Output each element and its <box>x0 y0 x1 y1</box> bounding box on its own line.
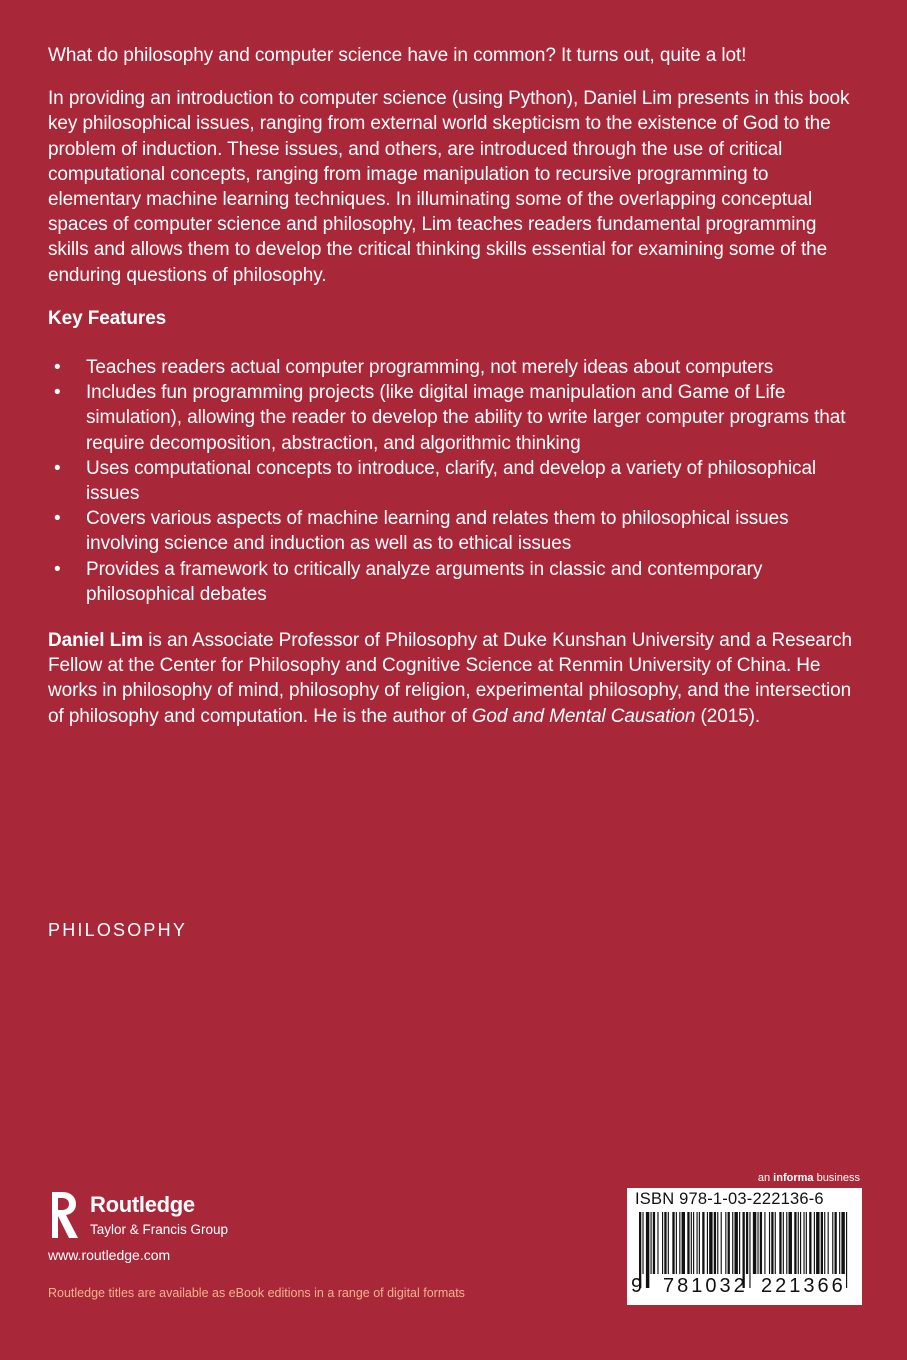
intro-question: What do philosophy and computer science have in common? It turns out, quite a lot! <box>48 45 747 66</box>
barcode-bar <box>728 1212 730 1274</box>
barcode-bar <box>835 1212 837 1274</box>
barcode-bar <box>800 1212 801 1274</box>
barcode-bar <box>753 1212 756 1274</box>
barcode-bar <box>691 1212 692 1274</box>
list-item <box>48 380 858 456</box>
list-item <box>48 506 858 556</box>
barcode-bar <box>714 1212 716 1274</box>
feature-text: Uses computational concepts to introduce, clarify, and develop a variety of philosophical issues <box>86 457 817 505</box>
barcode-digits <box>629 1273 859 1303</box>
barcode-bar <box>769 1212 770 1274</box>
barcode-digits-right: 221366 <box>761 1275 846 1297</box>
barcode-bar <box>816 1212 819 1274</box>
barcode-bar <box>798 1212 799 1274</box>
barcode-bar <box>779 1212 781 1274</box>
barcode-bar <box>839 1212 840 1274</box>
barcode-bar <box>760 1212 762 1274</box>
bullet-icon: • <box>54 382 61 404</box>
barcode-digits-left: 781032 <box>663 1275 748 1297</box>
bullet-icon: • <box>54 457 61 479</box>
barcode-bar <box>668 1212 669 1274</box>
author-bio <box>48 628 858 729</box>
barcode-bar <box>771 1212 773 1274</box>
barcode-bar <box>783 1212 784 1274</box>
barcode-bar <box>809 1212 811 1274</box>
bio-text: is an Associate Professor of Philosophy at Duke Kunshan University and a Research Fellow at the Center for Philosophy and Cognitive Science at Renmin University of China. He works in philosophy of mind, philosophy of religion, experimental philosophy, and the intersection of philosophy and computation. He is the author of <box>48 630 852 727</box>
informa-tagline: an informa business <box>757 1172 860 1184</box>
barcode-bar <box>803 1212 804 1274</box>
barcode-bar <box>814 1212 815 1274</box>
barcode-bar <box>687 1212 689 1274</box>
publisher-website[interactable]: www.routledge.com <box>48 1247 171 1263</box>
feature-text: Includes fun programming projects (like digital image manipulation and Game of Life simulation), allowing the reader to develop the ability to write larger computer programs that require decomposition, abstraction, and algorithmic thinking <box>86 382 846 454</box>
informa-brand: informa <box>773 1172 814 1184</box>
bullet-icon: • <box>54 558 61 580</box>
barcode-bar <box>824 1212 825 1274</box>
ebook-note: Routledge titles are available as eBook editions in a range of digital formats <box>48 1286 465 1300</box>
barcode-bar <box>664 1212 666 1274</box>
author-name: Daniel Lim <box>48 630 144 652</box>
book-title: God and Mental Causation <box>471 705 696 727</box>
barcode-bar <box>789 1212 792 1274</box>
barcode-bar <box>657 1212 658 1274</box>
barcode-bar <box>841 1212 844 1274</box>
intro-description: In providing an introduction to computer science (using Python), Daniel Lim presents in this book key philosophical issues, ranging from external world skepticism to the existence of God to the problem of induction. These issues, and others, are introduced through the use of critical computational concepts, ranging from image manipulation to recursive programming to elementary machine learning techniques. In illuminating some of the overlapping conceptual spaces of computer science and philosophy, Lim teaches readers fundamental programming skills and allows them to develop the critical thinking skills essential for examining some of the enduring questions of philosophy. <box>48 88 850 286</box>
barcode-bar <box>821 1212 823 1274</box>
publisher-name: Routledge <box>90 1192 195 1217</box>
barcode-bar <box>672 1212 674 1274</box>
barcode-bar <box>806 1212 807 1274</box>
barcode-bar <box>709 1212 712 1274</box>
isbn-label: ISBN 978-1-03-222136-6 <box>635 1190 824 1208</box>
bullet-icon: • <box>54 508 61 530</box>
barcode-bar <box>832 1212 833 1274</box>
list-item <box>48 557 858 607</box>
subject-category: PHILOSOPHY <box>48 920 188 940</box>
bullet-icon: • <box>54 357 61 379</box>
barcode-bar <box>721 1212 722 1274</box>
key-features-list <box>48 355 858 607</box>
barcode-bar <box>794 1212 796 1274</box>
back-cover-text <box>48 43 858 747</box>
barcode-bar <box>697 1212 698 1274</box>
bio-year: (2015). <box>695 705 761 727</box>
barcode-bar <box>717 1212 718 1274</box>
barcode-bar <box>757 1212 758 1274</box>
list-item <box>48 456 858 506</box>
barcode-bar <box>746 1212 748 1274</box>
feature-text: Teaches readers actual computer programming, not merely ideas about computers <box>86 357 774 379</box>
barcode-bar <box>653 1212 655 1274</box>
barcode-bar <box>786 1212 787 1274</box>
barcode-bar <box>676 1212 677 1274</box>
barcode-bar <box>828 1212 829 1274</box>
barcode-bar <box>651 1212 652 1274</box>
barcode-bar <box>707 1212 708 1274</box>
barcode-bar <box>764 1212 765 1274</box>
barcode-bar <box>739 1212 740 1274</box>
publisher-group: Taylor & Francis Group <box>90 1222 229 1237</box>
barcode-bar <box>702 1212 704 1274</box>
barcode-bar <box>679 1212 680 1274</box>
barcode-digit-first: 9 <box>631 1275 643 1297</box>
list-item <box>48 355 858 380</box>
barcode-bar <box>693 1212 694 1274</box>
barcode-bar <box>725 1212 726 1274</box>
key-features-heading: Key Features <box>48 307 167 329</box>
publisher-logo <box>48 1188 368 1248</box>
feature-text: Provides a framework to critically analyze arguments in classic and contemporary philosophical debates <box>86 558 763 605</box>
feature-text: Covers various aspects of machine learning and relates them to philosophical issues involving science and induction as well as to ethical issues <box>86 508 789 555</box>
barcode-bar <box>662 1212 663 1274</box>
barcode-bar <box>734 1212 737 1274</box>
barcode-bar <box>775 1212 776 1274</box>
barcode-bar <box>732 1212 733 1274</box>
routledge-logo-icon <box>48 1190 82 1242</box>
barcode-bar <box>682 1212 685 1274</box>
barcode-bar <box>699 1212 700 1274</box>
isbn-barcode <box>627 1188 862 1305</box>
barcode-bar <box>642 1212 643 1274</box>
